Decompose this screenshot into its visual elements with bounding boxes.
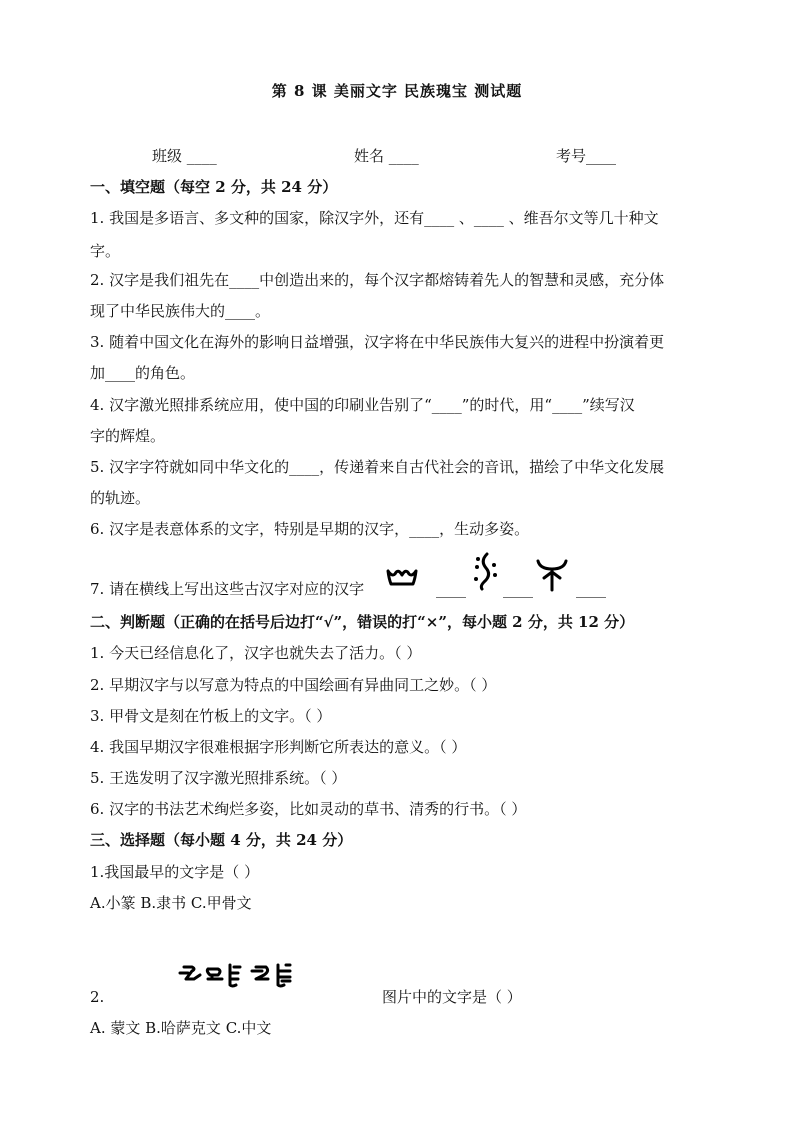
fill-q4-line2: 字的辉煌。 bbox=[90, 427, 166, 445]
judge-q1: 1. 今天已经信息化了，汉字也就失去了活力。（ ） bbox=[90, 644, 422, 662]
page-title: 第 8 课 美丽文字 民族瑰宝 测试题 bbox=[271, 82, 523, 100]
judge-q6: 6. 汉字的书法艺术绚烂多姿，比如灵动的草书、清秀的行书。（ ） bbox=[90, 800, 527, 818]
answer-blank-2[interactable]: ____ bbox=[503, 580, 533, 598]
fill-q6: 6. 汉字是表意体系的文字，特别是早期的汉字，____，生动多姿。 bbox=[90, 520, 530, 538]
section-3-heading: 三、选择题（每小题 4 分，共 24 分） bbox=[90, 831, 353, 849]
section-2-heading: 二、判断题（正确的在括号后边打“√”，错误的打“×”，每小题 2 分，共 12 分） bbox=[90, 613, 635, 631]
oracle-water-icon bbox=[472, 551, 498, 591]
fill-q1-line2: 字。 bbox=[90, 242, 121, 260]
oracle-sheep-icon bbox=[534, 556, 570, 592]
fill-q5-line1: 5. 汉字字符就如同中华文化的____，传递着来自古代社会的音讯，描绘了中华文化发展 bbox=[90, 458, 665, 476]
name-field: 姓名 ____ bbox=[354, 147, 419, 165]
judge-q2: 2. 早期汉字与以写意为特点的中国绘画有异曲同工之妙。（ ） bbox=[90, 676, 497, 694]
choice-q1-options: A.小篆 B.隶书 C.甲骨文 bbox=[90, 894, 252, 912]
choice-q2-options: A. 蒙文 B.哈萨克文 C.中文 bbox=[90, 1019, 272, 1037]
exam-number-field: 考号____ bbox=[556, 147, 617, 165]
judge-q5: 5. 王选发明了汉字激光照排系统。（ ） bbox=[90, 769, 347, 787]
oracle-mountain-icon bbox=[385, 565, 419, 587]
judge-q3: 3. 甲骨文是刻在竹板上的文字。（ ） bbox=[90, 707, 332, 725]
fill-q3-line1: 3. 随着中国文化在海外的影响日益增强，汉字将在中华民族伟大复兴的进程中扮演着更 bbox=[90, 333, 665, 351]
answer-blank-1[interactable]: ____ bbox=[436, 580, 466, 598]
mongolian-script-image bbox=[178, 957, 338, 989]
choice-q2: 图片中的文字是（ ） bbox=[382, 988, 522, 1006]
fill-q1-line1: 1. 我国是多语言、多文种的国家，除汉字外，还有____ 、____ 、维吾尔文等几十种文 bbox=[90, 209, 659, 227]
judge-q4: 4. 我国早期汉字很难根据字形判断它所表达的意义。（ ） bbox=[90, 738, 467, 756]
choice-q1: 1.我国最早的文字是（ ） bbox=[90, 863, 260, 881]
fill-q3-line2: 加____的角色。 bbox=[90, 364, 196, 382]
section-1-heading: 一、填空题（每空 2 分，共 24 分） bbox=[90, 178, 338, 196]
fill-q2-line1: 2. 汉字是我们祖先在____中创造出来的，每个汉字都熔铸着先人的智慧和灵感，充分体 bbox=[90, 271, 665, 289]
answer-blank-3[interactable]: ____ bbox=[576, 580, 606, 598]
class-field: 班级 ____ bbox=[152, 147, 217, 165]
fill-q4-line1: 4. 汉字激光照排系统应用，使中国的印刷业告别了“____”的时代，用“____”续写汉 bbox=[90, 396, 635, 414]
fill-q2-line2: 现了中华民族伟大的____。 bbox=[90, 302, 271, 320]
fill-q5-line2: 的轨迹。 bbox=[90, 489, 151, 507]
choice-q2-number: 2. bbox=[90, 988, 105, 1006]
fill-q7: 7. 请在横线上写出这些古汉字对应的汉字 bbox=[90, 580, 365, 598]
